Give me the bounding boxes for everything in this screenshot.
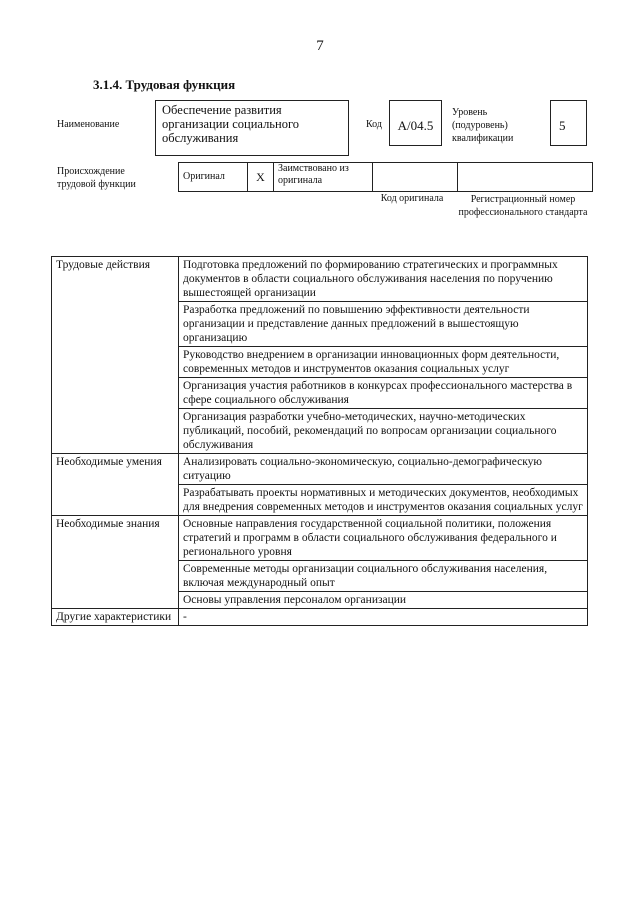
row-item: Анализировать социально-экономическую, социально-демографическую ситуацию	[179, 454, 588, 485]
origin-label: Происхождение трудовой функции	[57, 166, 136, 190]
row-category: Трудовые действия	[52, 257, 179, 454]
name-label: Наименование	[57, 119, 120, 130]
row-item: Организация разработки учебно-методических, научно-методических публикаций, пособий, рекомендаций по вопросам организации социального обслуживания	[179, 409, 588, 454]
table-row	[52, 257, 588, 302]
page-number: 7	[316, 38, 324, 54]
section-title: 3.1.4. Трудовая функция	[93, 77, 236, 92]
table-row	[52, 609, 588, 626]
row-item: Основы управления персоналом организации	[179, 592, 588, 609]
row-item: Руководство внедрением в организации инновационных форм деятельности, современных методов и инструментов оказания социальных услуг	[179, 347, 588, 378]
reg-number-cell	[458, 163, 593, 192]
original-mark: X	[248, 163, 274, 192]
origin-table	[178, 162, 593, 192]
original-code-label: Код оригинала	[380, 193, 444, 204]
borrowed-label: Заимствовано из оригинала	[274, 163, 373, 192]
row-category: Необходимые умения	[52, 454, 179, 516]
row-category: Другие характеристики	[52, 609, 179, 626]
row-item: Разрабатывать проекты нормативных и методических документов, необходимых для внедрения современных методов и инструментов оказания социальных услуг	[179, 485, 588, 516]
name-value: Обеспечение развития организации социального обслуживания	[155, 100, 349, 156]
original-code-cell	[373, 163, 458, 192]
reg-number-label: Регистрационный номер профессионального стандарта	[458, 194, 588, 218]
original-label: Оригинал	[179, 163, 248, 192]
row-item: Основные направления государственной социальной политики, положения стратегий и программ в области социального обслуживания федерального и регионального уровня	[179, 516, 588, 561]
table-row	[52, 516, 588, 561]
level-label: Уровень (подуровень) квалификации	[452, 107, 514, 144]
row-item: Современные методы организации социального обслуживания населения, включая международный опыт	[179, 561, 588, 592]
function-table	[51, 256, 588, 626]
table-row	[52, 454, 588, 485]
code-label: Код	[366, 119, 382, 130]
row-item: Подготовка предложений по формированию стратегических и программных документов в области социального обслуживания населения по поручению вышестоящей организации	[179, 257, 588, 302]
row-item: Разработка предложений по повышению эффективности деятельности организации и представление данных предложений в вышестоящую организацию	[179, 302, 588, 347]
row-item: Организация участия работников в конкурсах профессионального мастерства в сфере социального обслуживания	[179, 378, 588, 409]
row-item: -	[179, 609, 588, 626]
code-value: А/04.5	[389, 100, 442, 146]
row-category: Необходимые знания	[52, 516, 179, 609]
level-value: 5	[550, 100, 587, 146]
